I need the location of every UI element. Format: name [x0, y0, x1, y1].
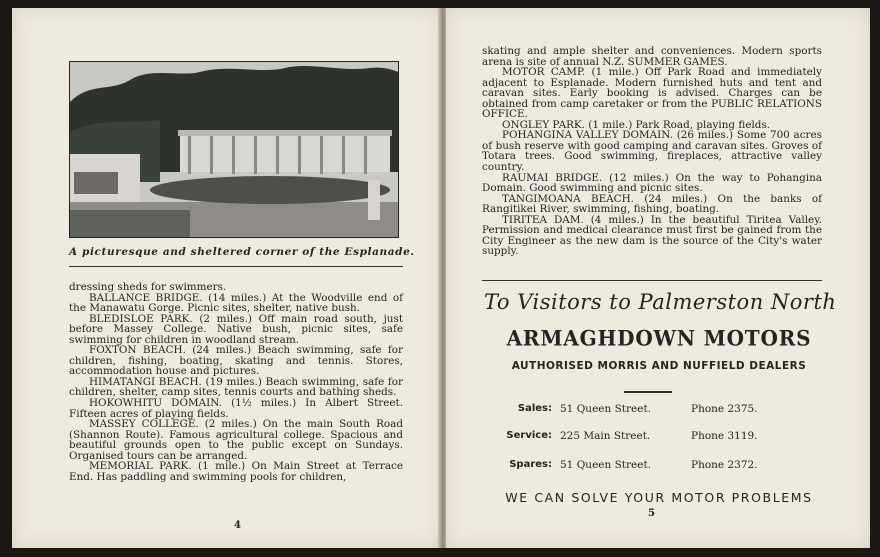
paragraph: ONGLEY PARK. (1 mile.) Park Road, playing fields. — [502, 118, 771, 131]
paragraph: BALLANCE BRIDGE. (14 miles.) At the Woodville end of the Manawatu Gorge. Picnic sites, shelter, native bush. — [69, 291, 403, 315]
left-body-text — [69, 282, 403, 482]
branch-address: 51 Queen Street. — [560, 403, 652, 415]
paragraph: dressing sheds for swimmers. — [69, 281, 227, 293]
paragraph: TIRITEA DAM. (4 miles.) In the beautiful Tiritea Valley. Permission and medical clearance must first be gained from the City Engineer as the new dam is the source of the City's water supply. — [482, 213, 822, 258]
branch-phone: Phone 2372. — [691, 459, 758, 471]
paragraph: MASSEY COLLEGE. (2 miles.) On the main South Road (Shannon Route). Famous agricultural college. Spacious and beautiful grounds open to the public except on Sundays. Organised tours can be arranged. — [69, 418, 403, 462]
branch-label: Sales: — [517, 403, 552, 414]
right-page — [446, 8, 870, 548]
esplanade-photo — [69, 61, 399, 238]
paragraph: HIMATANGI BEACH. (19 miles.) Beach swimming, safe for children, shelter, camp sites, tennis courts and bathing sheds. — [69, 375, 403, 399]
advert-dealers-line: AUTHORISED MORRIS AND NUFFIELD DEALERS — [511, 360, 807, 372]
branch-phone: Phone 2375. — [691, 403, 758, 415]
branch-label: Service: — [506, 430, 552, 441]
branch-address: 51 Queen Street. — [560, 459, 652, 471]
right-body-text — [482, 46, 822, 257]
paragraph: MEMORIAL PARK. (1 mile.) On Main Street at Terrace End. Has paddling and swimming pools for children, — [69, 460, 403, 483]
paragraph: FOXTON BEACH. (24 miles.) Beach swimming, safe for children, fishing, boating, skating and tennis. Stores, accommodation house and pictures. — [69, 344, 403, 378]
caption-divider — [69, 266, 403, 267]
advert-heading: To Visitors to Palmerston North — [484, 290, 837, 314]
paragraph: BLEDISLOE PARK. (2 miles.) Off main road south, just before Massey College. Native bush, picnic sites, safe swimming for children in woodland stream. — [69, 312, 403, 346]
paragraph: POHANGINA VALLEY DOMAIN. (26 miles.) Some 700 acres of bush reserve with good camping and caravan sites. Groves of Totara trees. Good swimming, fireplaces, attractive valley country. — [482, 129, 822, 174]
paragraph: RAUMAI BRIDGE. (12 miles.) On the way to Pohangina Domain. Good swimming and picnic sites. — [482, 171, 822, 195]
branch-label: Spares: — [509, 459, 552, 470]
paragraph: HOKOWHITU DOMAIN. (1½ miles.) In Albert Street. Fifteen acres of playing fields. — [69, 397, 403, 420]
advert-slogan: WE CAN SOLVE YOUR MOTOR PROBLEMS — [505, 490, 813, 505]
branch-phone: Phone 3119. — [691, 430, 758, 442]
advert-short-rule — [624, 391, 672, 393]
advert-divider — [482, 280, 822, 281]
paragraph: MOTOR CAMP. (1 mile.) Off Park Road and immediately adjacent to Esplanade. Modern furnished huts and tent and caravan sites. Early booking is advised. Charges can be obtained from camp caretaker or from the PUBLIC RELATIONS OFFICE. — [482, 66, 822, 121]
photo-caption: A picturesque and sheltered corner of the Esplanade. — [69, 246, 415, 258]
left-page — [12, 8, 440, 548]
page-number-left: 4 — [234, 520, 241, 531]
paragraph: TANGIMOANA BEACH. (24 miles.) On the banks of Rangitikei River, swimming, fishing, boating. — [482, 192, 822, 216]
page-number-right: 5 — [648, 508, 655, 519]
branch-address: 225 Main Street. — [560, 430, 651, 442]
advert-company-name: ARMAGHDOWN MOTORS — [506, 325, 812, 351]
paragraph: skating and ample shelter and conveniences. Modern sports arena is site of annual N.Z. SUMMER GAMES. — [482, 45, 822, 68]
